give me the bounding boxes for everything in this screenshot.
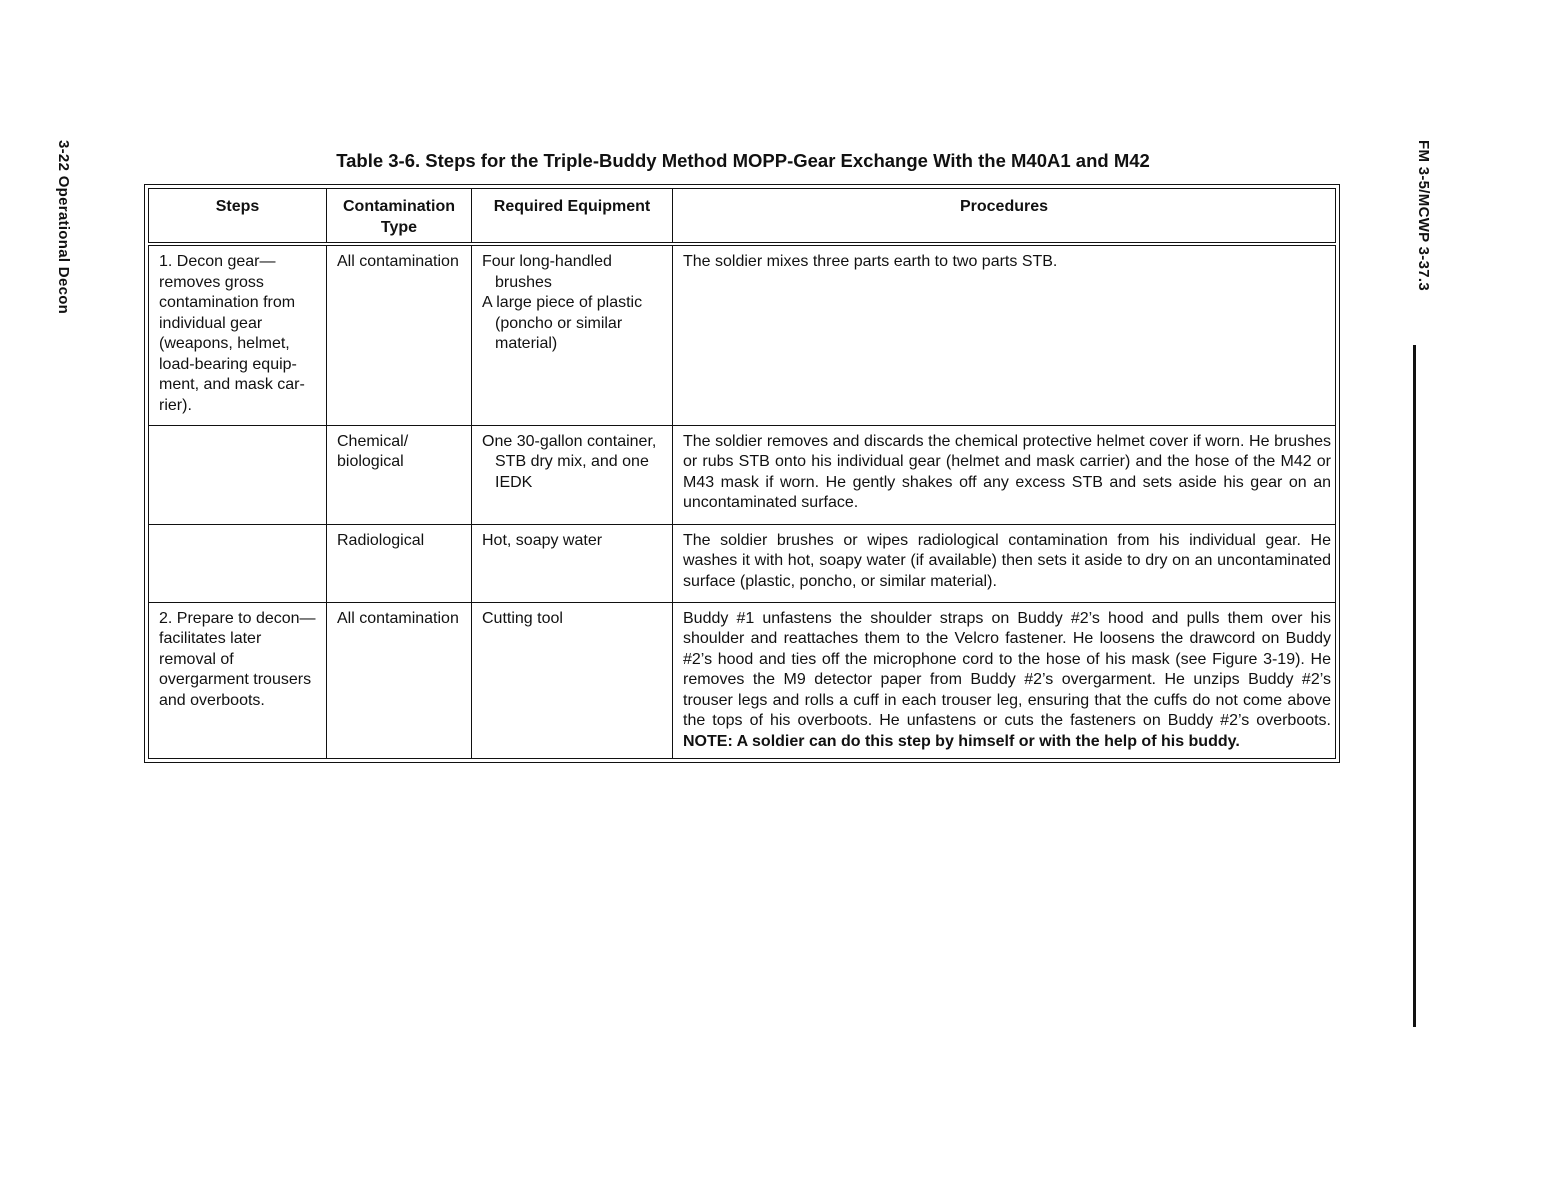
table-row: [149, 425, 1336, 524]
header-procedures: Procedures: [673, 189, 1336, 245]
table-row: [149, 602, 1336, 759]
step-cell: 1. Decon gear—removes gross contamination from individual gear (weapons, helmet, load-bearing equip-ment, and mask car-rier).: [149, 244, 327, 425]
procedure-note: NOTE: A soldier can do this step by himself or with the help of his buddy.: [683, 732, 1240, 750]
header-contamination-type: Contamination Type: [327, 189, 472, 245]
table-header-row: [149, 189, 1336, 245]
step-cell: 2. Prepare to decon—facilitates later removal of overgarment trousers and overboots.: [149, 602, 327, 759]
table-row: [149, 524, 1336, 602]
table-frame: [144, 184, 1340, 763]
procedure-cell: The soldier brushes or wipes radiological contamination from his individual gear. He washes it with hot, soapy water (if available) then sets it aside to dry on an uncontaminated surface (plastic, poncho, or similar material).: [673, 524, 1336, 602]
header-required-equipment: Required Equipment: [472, 189, 673, 245]
contamination-cell: Radiological: [327, 524, 472, 602]
right-running-head: FM 3-5/MCWP 3-37.3: [1415, 140, 1432, 291]
procedure-cell: The soldier removes and discards the chemical protective helmet cover if worn. He brushes or rubs STB onto his individual gear (helmet and mask carrier) and the hose of the M42 or M43 mask if worn. He gently shakes off any excess STB and sets aside his gear on an uncontaminated surface.: [673, 425, 1336, 524]
equipment-cell: [472, 524, 673, 602]
equipment-item: Cutting tool: [482, 609, 563, 627]
equipment-item: Hot, soapy water: [482, 531, 603, 549]
equipment-cell: [472, 244, 673, 425]
step-cell: [149, 524, 327, 602]
contamination-cell: Chemical/ biological: [327, 425, 472, 524]
change-bar: [1413, 345, 1416, 1027]
equipment-item: One 30-gallon container, STB dry mix, and one IEDK: [482, 432, 657, 491]
procedure-cell: The soldier mixes three parts earth to two parts STB.: [673, 244, 1336, 425]
contamination-cell: All contamination: [327, 602, 472, 759]
procedure-cell: [673, 602, 1336, 759]
procedures-table: [148, 188, 1336, 759]
contamination-cell: All contamination: [327, 244, 472, 425]
equipment-cell: [472, 602, 673, 759]
table-title: Table 3-6. Steps for the Triple-Buddy Method MOPP-Gear Exchange With the M40A1 and M42: [336, 150, 1150, 171]
left-running-head: 3-22 Operational Decon: [55, 140, 72, 315]
procedure-text: Buddy #1 unfastens the shoulder straps on Buddy #2’s hood and pulls them over his shoulder and reattaches them to the Velcro fastener. He loosens the drawcord on Buddy #2’s hood and ties off the microphone cord to the hose of his mask (see Figure 3-19). He removes the M9 detector paper from Buddy #2’s overgarment. He unzips Buddy #2’s trouser legs and rolls a cuff in each trouser leg, ensuring that the cuffs do not come above the tops of his overboots. He unfastens or cuts the fasteners on Buddy #2’s overboots.: [683, 609, 1331, 729]
equipment-cell: [472, 425, 673, 524]
step-cell: [149, 425, 327, 524]
equipment-item: A large piece of plastic (poncho or similar material): [482, 294, 643, 352]
header-steps: Steps: [149, 189, 327, 245]
table-row: [149, 244, 1336, 425]
equipment-item: Four long-handled brushes: [482, 253, 612, 291]
